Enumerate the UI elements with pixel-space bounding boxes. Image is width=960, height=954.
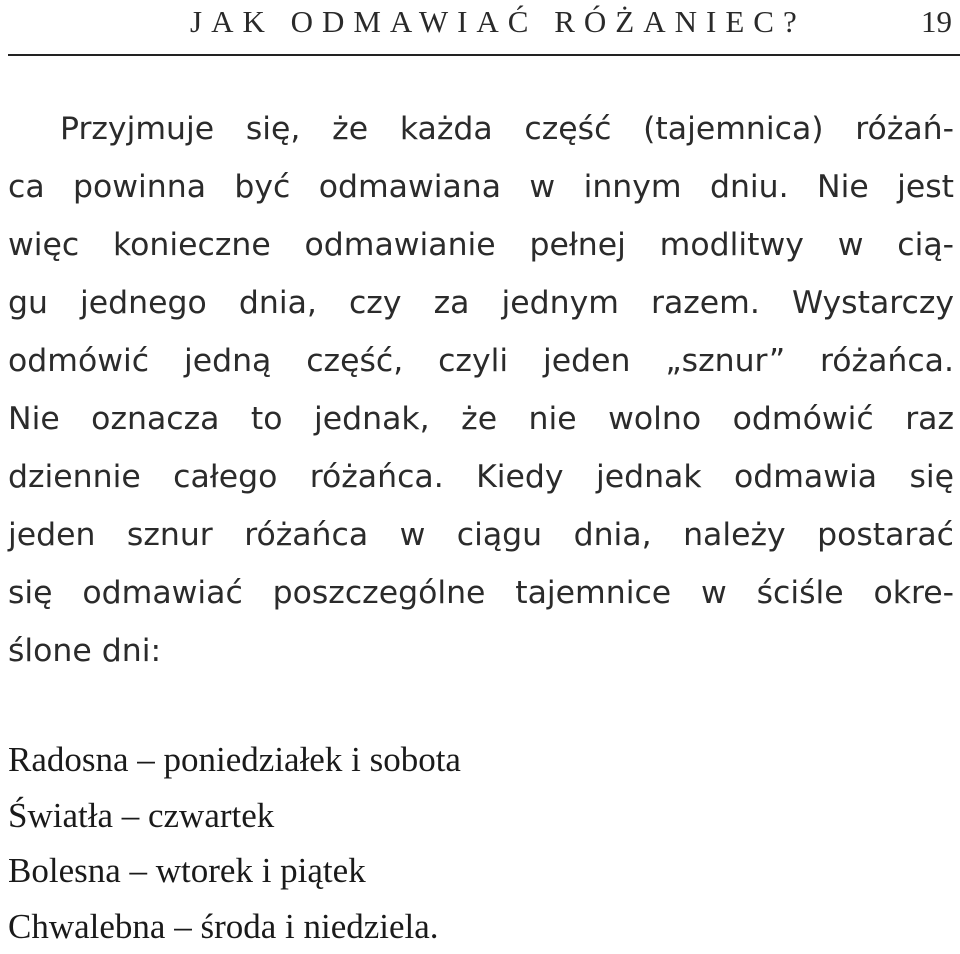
paragraph-line: ca powinna być odmawiana w innym dniu. Nie jest: [8, 158, 954, 216]
body-paragraph: [8, 100, 954, 680]
paragraph-line: dziennie całego różańca. Kiedy jednak odmawia się: [8, 448, 954, 506]
header-rule: [8, 54, 960, 56]
paragraph-line: Nie oznacza to jednak, że nie wolno odmówić raz: [8, 390, 954, 448]
schedule-item-joyful: Radosna – poniedziałek i sobota: [8, 732, 461, 788]
paragraph-line: się odmawiać poszczególne tajemnice w ściśle okre-: [8, 564, 954, 622]
mystery-schedule-list: [8, 732, 461, 954]
paragraph-line: jeden sznur różańca w ciągu dnia, należy postarać: [8, 506, 954, 564]
schedule-item-glorious: Chwalebna – środa i niedziela.: [8, 899, 461, 954]
paragraph-line: odmówić jedną część, czyli jeden „sznur” różańca.: [8, 332, 954, 390]
paragraph-line: gu jednego dnia, czy za jednym razem. Wystarczy: [8, 274, 954, 332]
chapter-title: JAK ODMAWIAĆ RÓŻANIEC?: [190, 4, 806, 40]
paragraph-line: Przyjmuje się, że każda część (tajemnica) różań-: [8, 100, 954, 158]
running-head: [0, 0, 960, 60]
paragraph-line: więc konieczne odmawianie pełnej modlitwy w cią-: [8, 216, 954, 274]
paragraph-line: ślone dni:: [8, 622, 954, 680]
page-number: 19: [921, 4, 952, 40]
schedule-item-luminous: Światła – czwartek: [8, 788, 461, 844]
schedule-item-sorrowful: Bolesna – wtorek i piątek: [8, 843, 461, 899]
